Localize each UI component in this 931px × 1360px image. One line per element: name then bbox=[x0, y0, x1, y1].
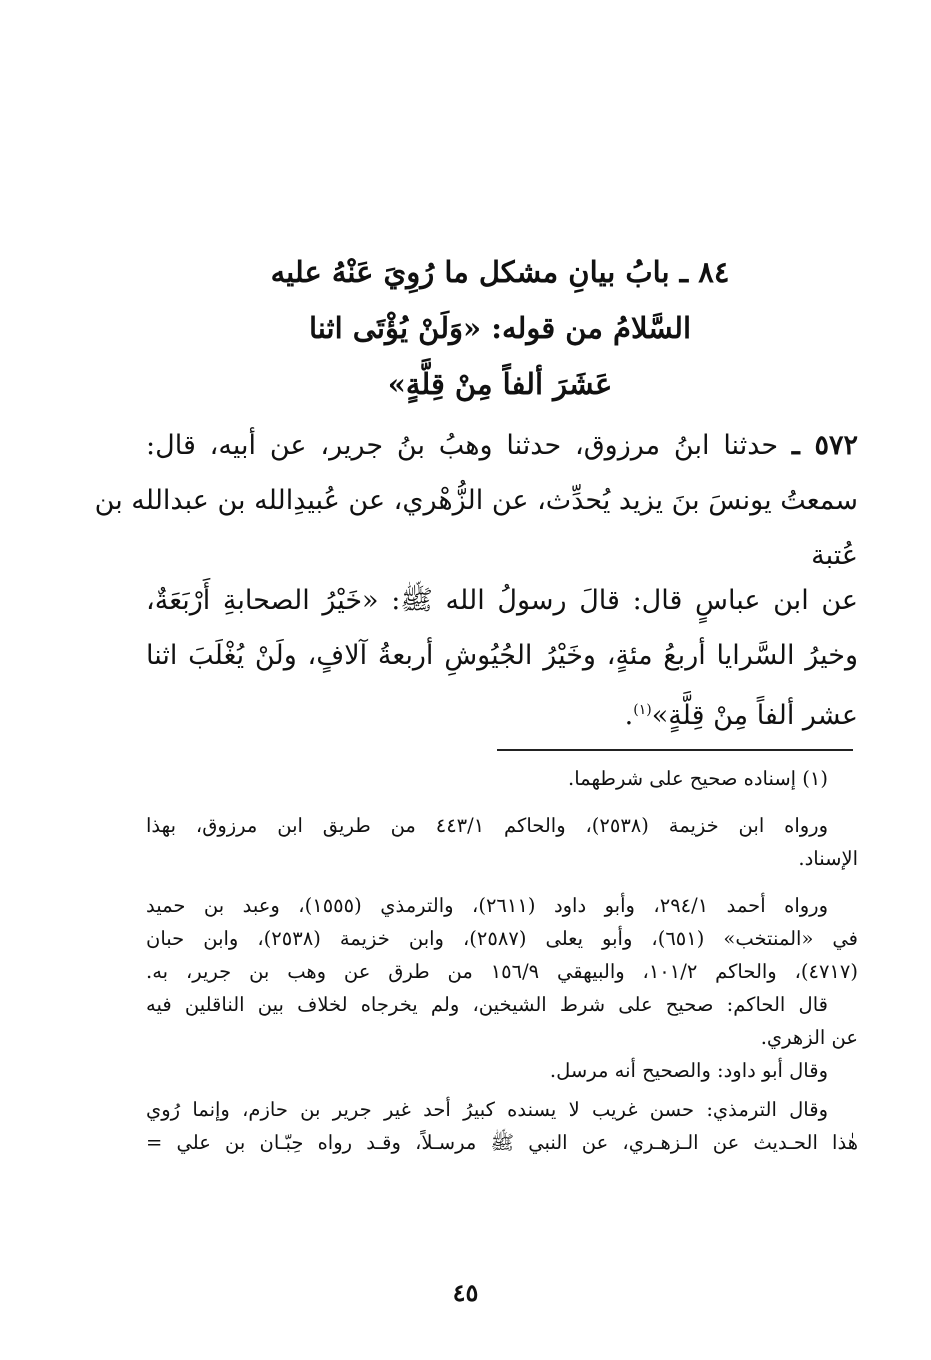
chapter-heading-line: السَّلامُ من قوله: «وَلَنْ يُؤْتَى اثنا bbox=[308, 311, 692, 345]
isnad-line: سمعتُ يونسَ بنَ يزيد يُحدِّث، عن الزُّهْري، عن عُبيدِالله بن عبدالله بن bbox=[94, 485, 858, 516]
isnad-line: عُتبة bbox=[811, 540, 858, 571]
footnote-line: وقال أبو داود: والصحيح أنه مرسل. bbox=[549, 1059, 828, 1082]
matn-line: وخيرُ السَّرايا أربعُ مئةٍ، وخَيْرُ الجُيُوشِ أربعةُ آلافٍ، ولَنْ يُغْلَبَ اثنا bbox=[146, 640, 858, 671]
footnote-gap bbox=[146, 795, 858, 809]
footnote-line: هٰذا الحـديث عن الـزهـري، عن النبي ﷺ مرسـلاً، وقـد رواه حِبّـان بن علي = bbox=[146, 1131, 858, 1154]
chapter-heading-line: ٨٤ ـ بابُ بيانِ مشكل ما رُوِيَ عَنْهُ عليه bbox=[270, 255, 730, 289]
chapter-heading-line: عَشَرَ ألفاً مِنْ قِلَّةٍ» bbox=[387, 367, 613, 401]
isnad-line bbox=[146, 418, 858, 473]
footnote-line: في «المنتخب» (٦٥١)، وأبو يعلى (٢٥٨٧)، وابن خزيمة (٢٥٣٨)، وابن حبان bbox=[146, 927, 859, 950]
footnote-separator bbox=[497, 749, 853, 751]
footnotes bbox=[146, 762, 858, 1159]
hadith-matn bbox=[146, 573, 858, 743]
page-number: ٤٥ bbox=[452, 1278, 479, 1307]
footnote-line: (١) إسناده صحيح على شرطهما. bbox=[568, 767, 828, 790]
footnote-reference[interactable]: (١) bbox=[633, 702, 652, 718]
footnote-line: (٤٧١٧)، والحاكم ١٠١/٢، والبيهقي ١٥٦/٩ من طرق عن وهب بن جرير، به. bbox=[146, 960, 858, 983]
chapter-heading bbox=[150, 244, 850, 412]
matn-line: عن ابن عباسٍ قال: قالَ رسولُ الله ﷺ: «خَيْرُ الصحابةِ أَرْبَعَةٌ، bbox=[146, 585, 858, 616]
hadith-isnad bbox=[94, 418, 858, 583]
matn-text: عشر ألفاً مِنْ قِلَّةٍ» bbox=[651, 700, 858, 731]
hadith-number: ٥٧٢ ـ bbox=[791, 430, 858, 461]
footnote-line: ورواه ابن خزيمة (٢٥٣٨)، والحاكم ٤٤٣/١ من طريق ابن مرزوق، بهذا bbox=[146, 814, 828, 837]
footnote-line: ورواه أحمد ٢٩٤/١، وأبو داود (٢٦١١)، والترمذي (١٥٥٥)، وعبد بن حميد bbox=[146, 894, 828, 917]
footnote-gap bbox=[146, 875, 858, 889]
footnote-line: الإسناد. bbox=[798, 847, 858, 870]
isnad-text: حدثنا ابنُ مرزوق، حدثنا وهبُ بنُ جرير، عن أبيه، قال: bbox=[146, 430, 779, 461]
matn-line bbox=[146, 683, 858, 743]
footnote-line: قال الحاكم: صحيح على شرط الشيخين، ولم يخرجاه لخلاف بين الناقلين فيه bbox=[146, 993, 828, 1016]
footnote-line: عن الزهري. bbox=[760, 1026, 858, 1049]
footnote-line: وقال الترمذي: حسن غريب لا يسنده كبيرُ أحد غير جرير بن حازم، وإنما رُوي bbox=[146, 1098, 828, 1121]
matn-ending: . bbox=[624, 700, 634, 731]
